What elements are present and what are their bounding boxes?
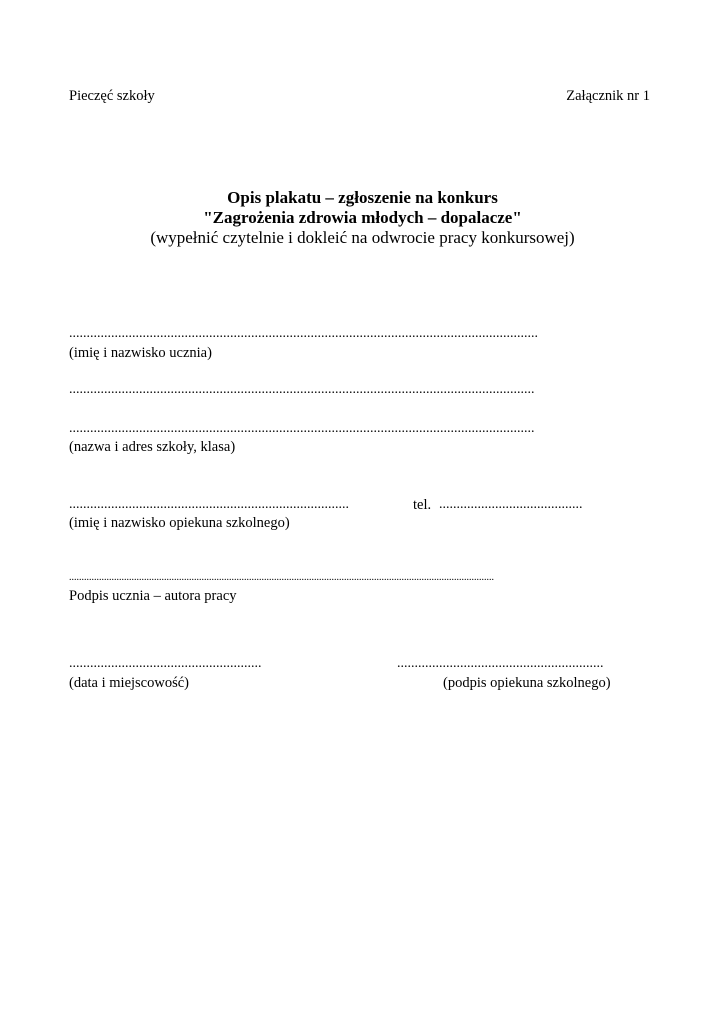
tel-label: tel. [413, 497, 432, 513]
school-address-field-1[interactable]: ..................................................................................................................................... [69, 383, 535, 397]
form-title-line1: Opis plakatu – zgłoszenie na konkurs [227, 188, 498, 207]
student-signature-field[interactable]: .......................................................................................................................................................................... [69, 573, 494, 583]
form-title-line2: "Zagrożenia zdrowia młodych – dopalacze" [203, 208, 522, 227]
tel-field[interactable]: ......................................... [439, 498, 583, 512]
form-instructions: (wypełnić czytelnie i dokleić na odwrocie pracy konkursowej) [150, 228, 575, 247]
guardian-name-field[interactable]: ................................................................................ [69, 498, 349, 512]
date-place-label: (data i miejscowość) [69, 675, 189, 691]
guardian-name-label: (imię i nazwisko opiekuna szkolnego) [69, 515, 290, 531]
student-name-label: (imię i nazwisko ucznia) [69, 345, 212, 361]
guardian-signature-label: (podpis opiekuna szkolnego) [443, 675, 611, 691]
attachment-number-label: Załącznik nr 1 [566, 88, 650, 104]
school-address-label: (nazwa i adres szkoły, klasa) [69, 439, 236, 455]
school-stamp-label: Pieczęć szkoły [69, 88, 155, 104]
guardian-signature-field[interactable]: ........................................................... [397, 657, 604, 671]
school-address-field-2[interactable]: ..................................................................................................................................... [69, 422, 535, 436]
student-signature-label: Podpis ucznia – autora pracy [69, 588, 237, 604]
student-name-field[interactable]: ...................................................................................................................................... [69, 327, 538, 341]
date-place-field[interactable]: ....................................................... [69, 657, 262, 671]
